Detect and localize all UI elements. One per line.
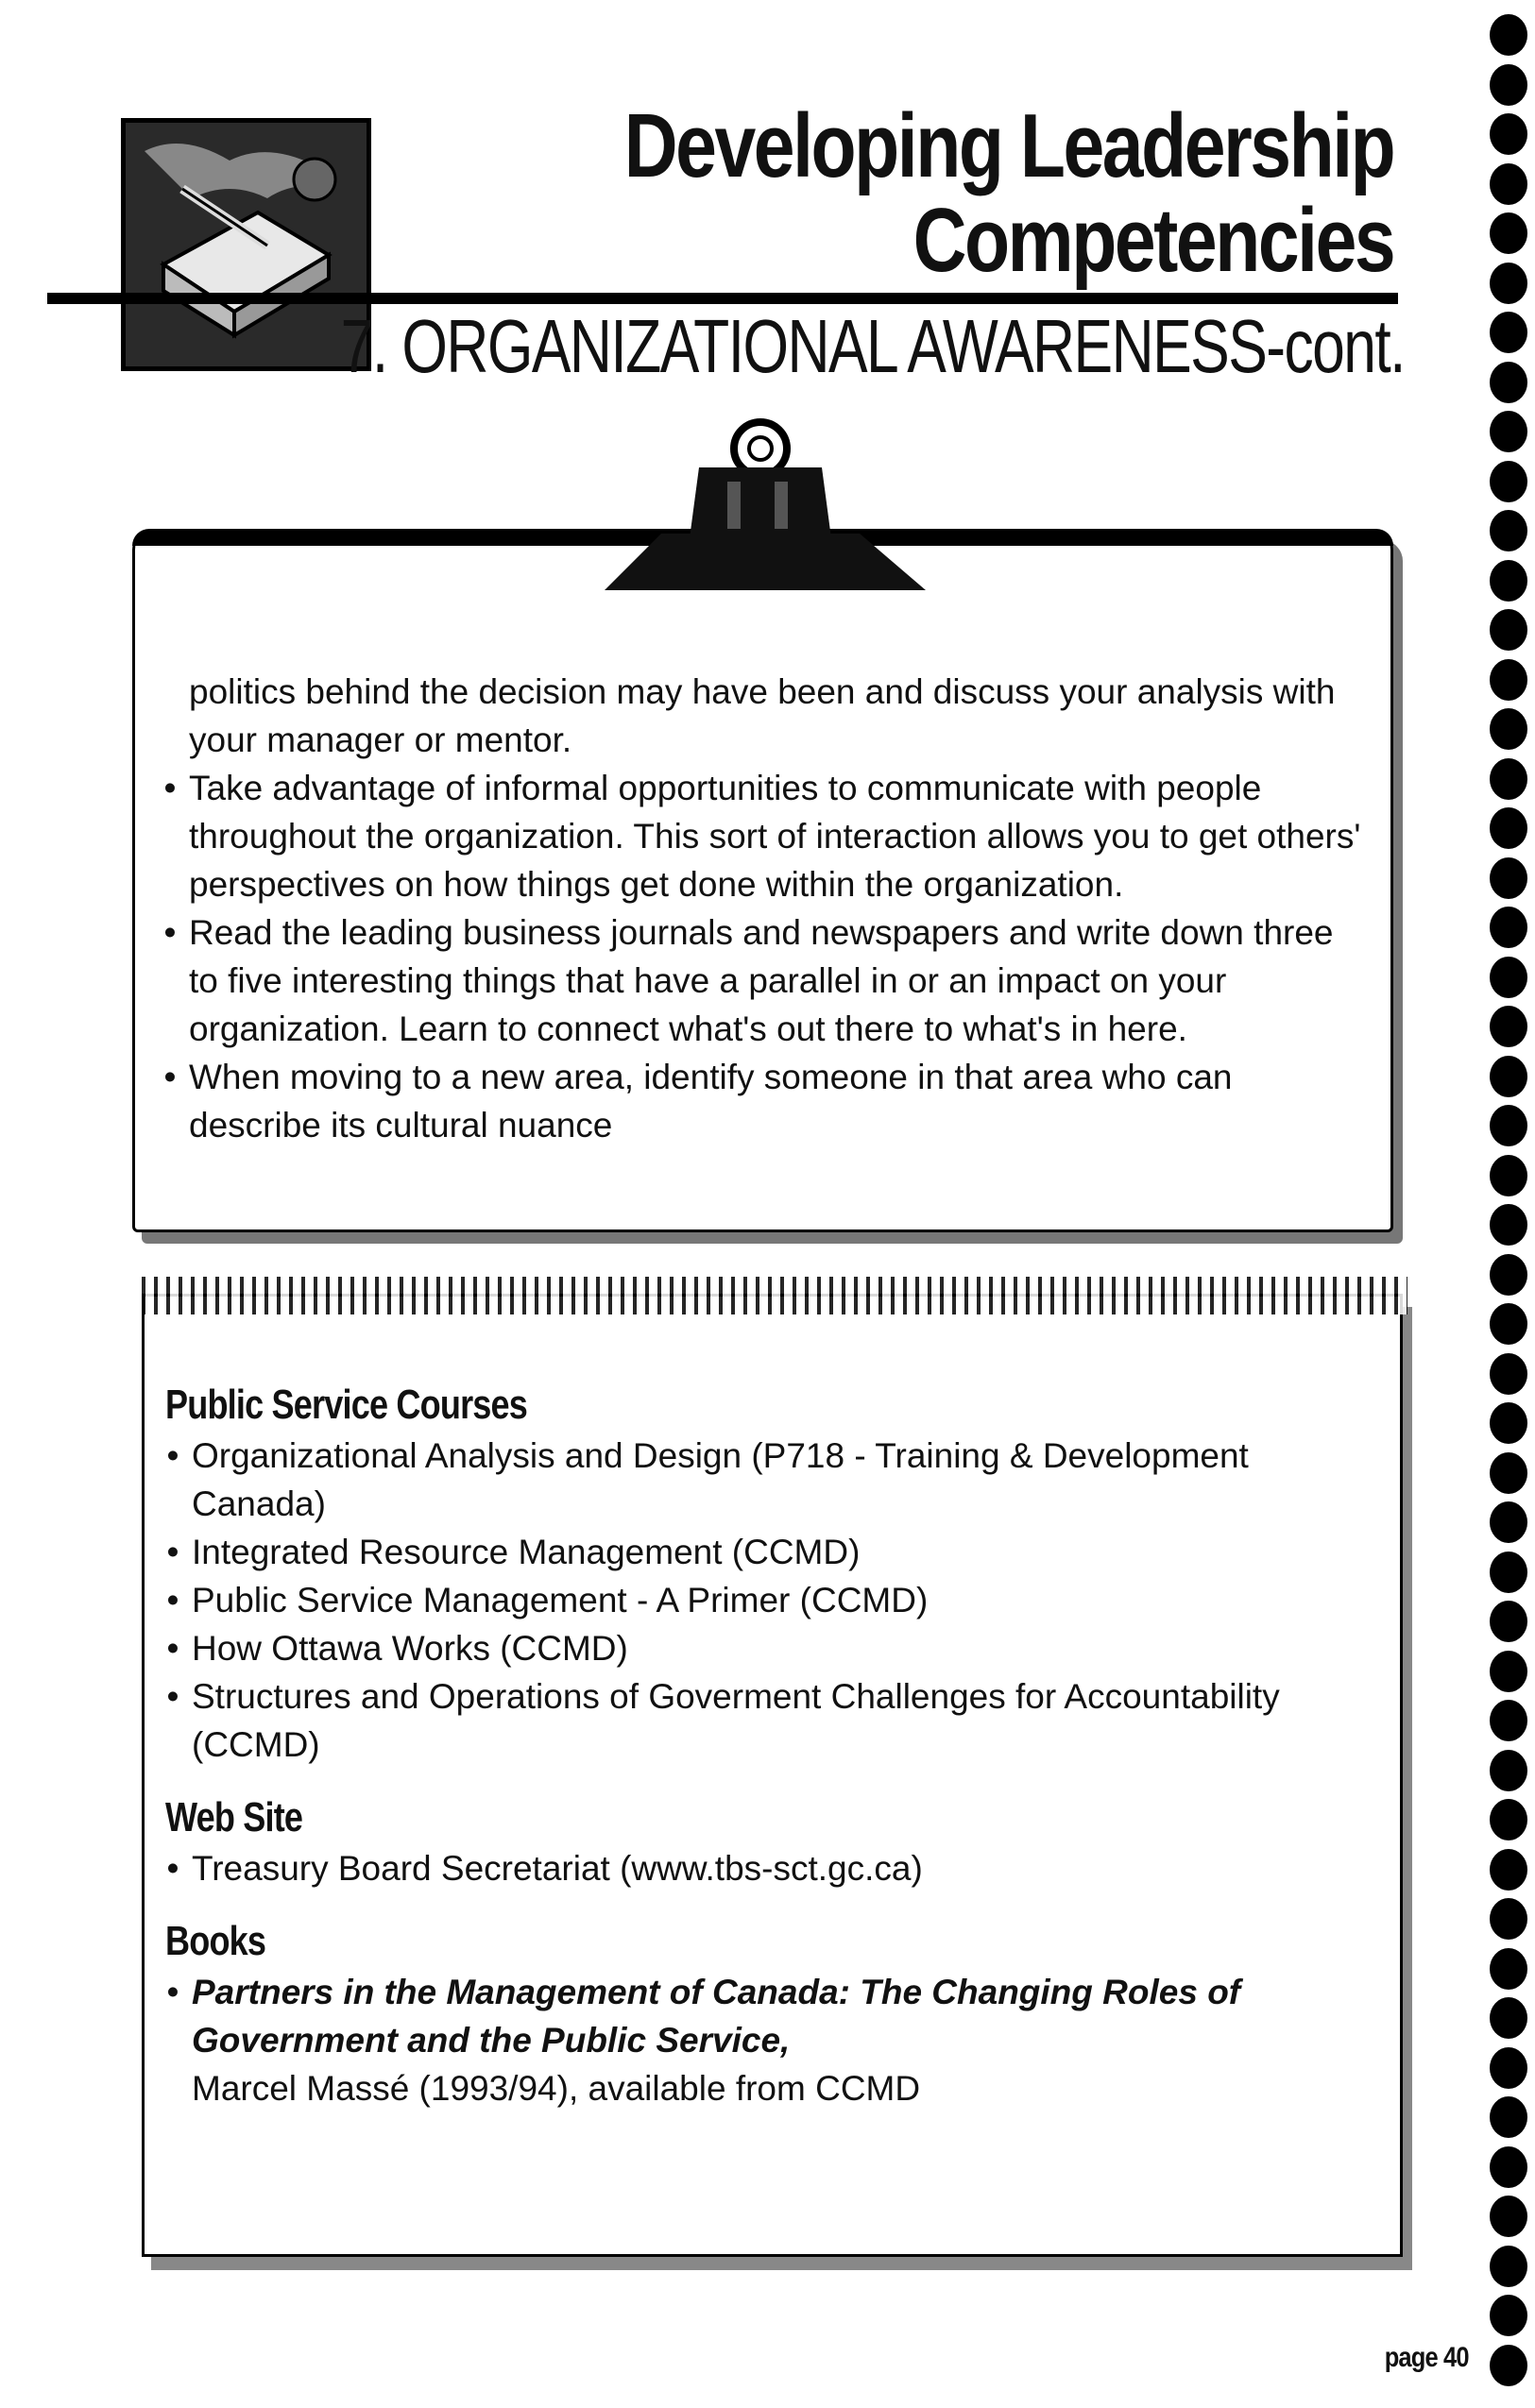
binding-hole [1490, 1750, 1527, 1791]
resources-content [165, 1379, 1346, 2135]
binding-hole [1490, 1799, 1527, 1840]
binding-hole [1490, 362, 1527, 403]
list-item: • Read the leading business journals and newspapers and write down three to five interesting things that have a parallel in or an impact on your organization. Learn to connect what's out there to what's in here. [163, 913, 1334, 1048]
website-heading: Web Site [165, 1794, 303, 1840]
binding-hole [1490, 2047, 1527, 2089]
binding-hole [1490, 1849, 1527, 1891]
binding-hole [1490, 2196, 1527, 2237]
book-detail: Marcel Massé (1993/94), available from CCMD [192, 2069, 921, 2108]
continuation-text: politics behind the decision may have been and discuss your analysis with your manager or mentor. [189, 672, 1336, 759]
title-line-1: Developing Leadership [623, 95, 1393, 196]
binding-hole [1490, 263, 1527, 304]
list-item: • Partners in the Management of Canada: The Changing Roles of Government and the Public Service, Marcel Massé (1993/94), available from CCMD [166, 1973, 1241, 2108]
binding-hole [1490, 64, 1527, 106]
binding-hole [1490, 14, 1527, 56]
courses-list [166, 1432, 1346, 1769]
section-subtitle: 7. ORGANIZATIONAL AWARENESS-cont. [340, 304, 1405, 388]
binding-hole [1490, 1552, 1527, 1593]
binding-hole [1490, 1997, 1527, 2039]
binding-hole [1490, 1700, 1527, 1741]
books-section [165, 1915, 1346, 2112]
website-section [165, 1791, 1346, 1892]
page-title [455, 95, 1393, 291]
book-and-pen-icon [121, 118, 371, 371]
binding-hole [1490, 1948, 1527, 1990]
binding-hole [1490, 907, 1527, 948]
website-list [166, 1844, 1346, 1892]
book-title: Partners in the Management of Canada: The Changing Roles of Government and the Public Service, [192, 1973, 1241, 2060]
binding-hole [1490, 957, 1527, 998]
notebook-spiral-top [142, 1277, 1407, 1314]
binding-hole [1490, 510, 1527, 551]
list-item: • Take advantage of informal opportunities to communicate with people throughout the organization. This sort of interaction allows you to get others' perspectives on how things get done within the organization. [163, 769, 1361, 904]
list-item: • Treasury Board Secretariat (www.tbs-sct.gc.ca) [166, 1849, 923, 1888]
list-item: • Public Service Management - A Primer (CCMD) [166, 1581, 929, 1619]
binding-hole [1490, 1303, 1527, 1345]
binding-hole [1490, 758, 1527, 800]
title-line-2: Competencies [912, 190, 1393, 291]
binding-hole [1490, 2246, 1527, 2287]
binding-hole [1490, 2345, 1527, 2386]
list-item: • When moving to a new area, identify someone in that area who can describe its cultural nuance [163, 1058, 1233, 1145]
binding-hole [1490, 2096, 1527, 2138]
list-item: • How Ottawa Works (CCMD) [166, 1629, 628, 1668]
books-heading: Books [165, 1918, 266, 1964]
courses-section [165, 1379, 1346, 1769]
binding-hole [1490, 1204, 1527, 1246]
binding-hole [1490, 1254, 1527, 1296]
binding-hole [1490, 1155, 1527, 1196]
list-item: • Integrated Resource Management (CCMD) [166, 1533, 861, 1571]
clipboard-clip-icon [586, 415, 945, 600]
courses-heading: Public Service Courses [165, 1382, 528, 1428]
binding-hole [1490, 807, 1527, 849]
binding-hole [1490, 1105, 1527, 1146]
tips-list [163, 764, 1370, 1149]
list-item: • Structures and Operations of Goverment Challenges for Accountability (CCMD) [166, 1677, 1280, 1764]
binding-hole [1490, 1402, 1527, 1444]
binding-hole [1490, 560, 1527, 602]
books-list [166, 1968, 1346, 2112]
binding-hole [1490, 312, 1527, 353]
list-item: • Organizational Analysis and Design (P718 - Training & Development Canada) [166, 1436, 1249, 1523]
binding-hole [1490, 1452, 1527, 1494]
binding-hole [1490, 1353, 1527, 1395]
binding-hole [1490, 411, 1527, 452]
binding-hole [1490, 1056, 1527, 1097]
binding-hole [1490, 2295, 1527, 2336]
binding-hole [1490, 857, 1527, 899]
binding-hole [1490, 212, 1527, 254]
binding-hole [1490, 163, 1527, 205]
clipboard-content [163, 668, 1370, 1149]
spiral-binding [1488, 0, 1535, 2408]
binding-hole [1490, 659, 1527, 701]
page-number: page 40 [1384, 2342, 1469, 2373]
binding-hole [1490, 461, 1527, 502]
title-rule [47, 293, 1398, 304]
binding-hole [1490, 1501, 1527, 1543]
binding-hole [1490, 609, 1527, 651]
binding-hole [1490, 708, 1527, 750]
binding-hole [1490, 2146, 1527, 2188]
binding-hole [1490, 1006, 1527, 1047]
binding-hole [1490, 1601, 1527, 1642]
binding-hole [1490, 1651, 1527, 1692]
binding-hole [1490, 113, 1527, 155]
binding-hole [1490, 1898, 1527, 1940]
